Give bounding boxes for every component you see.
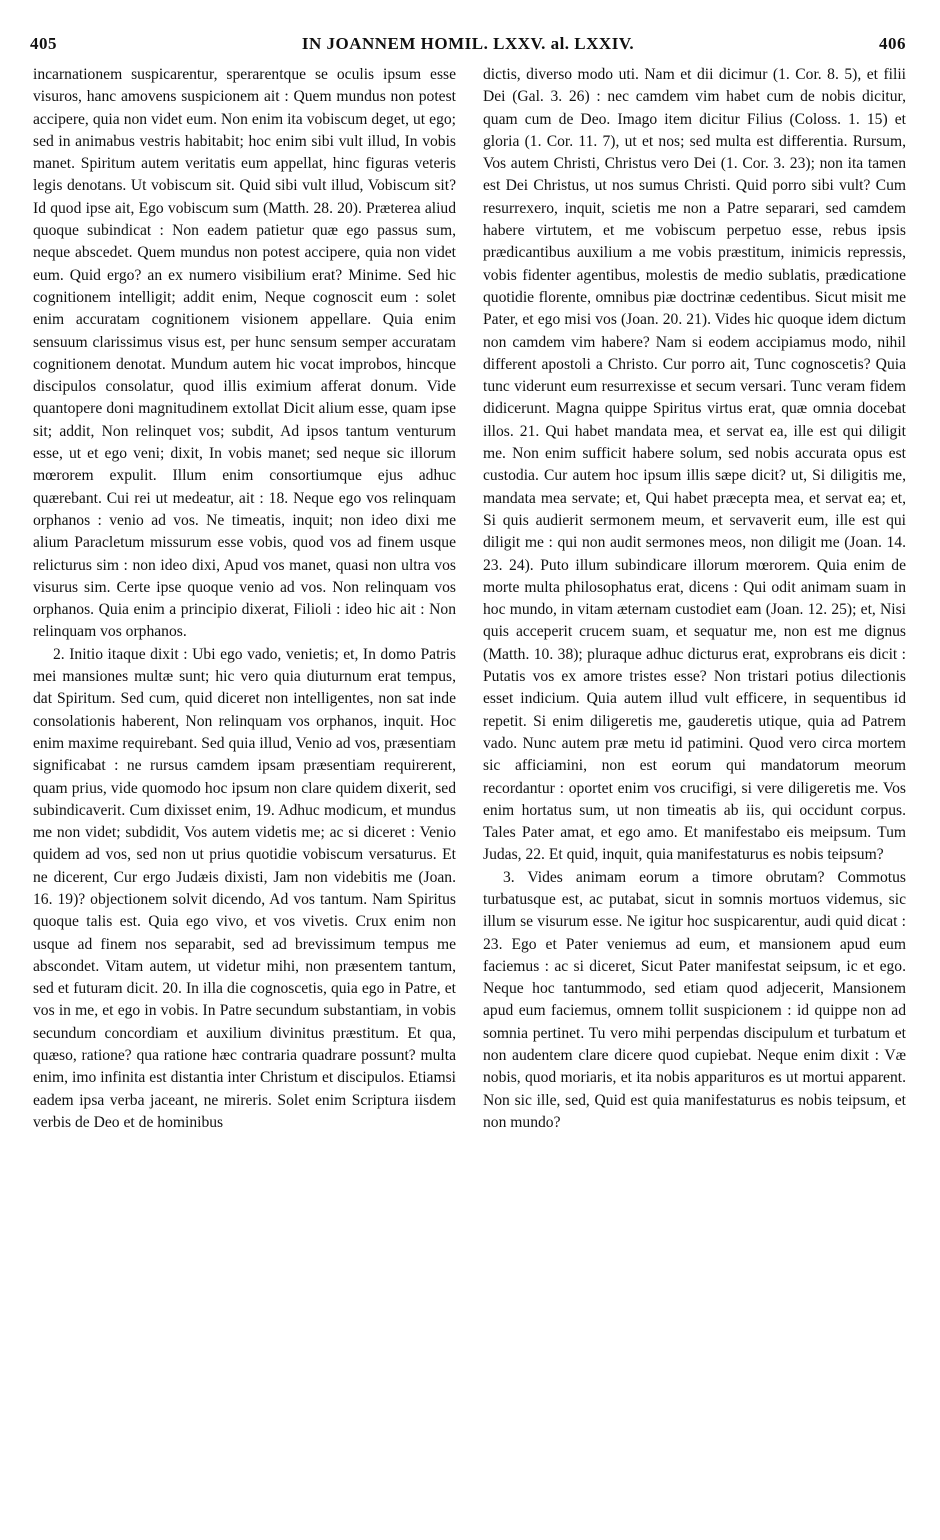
right-paragraph-2: 3. Vides animam eorum a timore obrutam? Commotus turbatusque est, ac putabat, sicut in somnis mortuos videmus, sic illum se visurum esse. Ne igitur hoc suspicarentur, audi quid dicat : 23. Ego et Pater veniemus ad eum, et mansionem apud eum faciemus : ac si diceret, Sicut Pater manifestat seipsum, ic et ego. Neque hoc tantummodo, sed etiam quod adjecerit, Mansionem apud eum faciemus, omnem tollit suspicionem : id quippe non ad somnia pertinet. Tu vero mihi perpendas discipulum et turbatum et non audentem clare dicere quod cupiebat. Neque enim dixit : Væ nobis, quod moriaris, et ita nobis apparituros es ut mortui apparent. Non sic ille, sed, Quid est quia manifestaturus es nobis teipsum, et non mundo? [483, 868, 906, 1131]
page-number-right: 406 [879, 34, 906, 53]
page-number-left: 405 [30, 34, 57, 53]
running-header [30, 34, 906, 60]
right-column [483, 64, 906, 1134]
left-column [33, 64, 456, 1134]
left-paragraph-2: 2. Initio itaque dixit : Ubi ego vado, venietis; et, In domo Patris mei mansiones multæ sunt; hic vero quia diuturnum erat tempus, dat Spiritum. Sed cum, quid diceret non intelligentes, non sat inde consolationis haberent, Non relinquam vos orphanos, inquit. Hoc enim maxime requirebant. Sed quia illud, Venio ad vos, præsentiam significabat : ne rursus camdem ipsam præsentiam requirerent, quam prius, vide quomodo hoc ipsum non clare quidem dixerit, sed subindicaverit. Cum dixisset enim, 19. Adhuc modicum, et mundus me non videt; subdidit, Vos autem videtis me; ac si diceret : Venio quidem ad vos, sed non ut prius quotidie vobiscum versaturus. Et ne dicerent, Cur ergo Judæis dixisti, Jam non videbitis me (Joan. 16. 19)? objectionem solvit dicendo, Ad vos tantum. Nam Spiritus quoque talis est. Quia ego vivo, et vos vivetis. Crux enim non usque ad finem nos separabit, sed ad brevissimum tempus me abscondet. Vitam autem, ut videtur mihi, non præsentem tantum, sed et futuram dicit. 20. In illa die cognoscetis, quia ego in Patre, et vos in me, et ego in vobis. In Patre secundum substantiam, in vobis secundum concordiam et auxilium divinitus præstitum. Et qua, quæso, ratione? qua ratione hæc contraria quadrare possunt? multa enim, imo infinita est distantia inter Christum et discipulos. Etiamsi eadem ipsa verba jaceant, ne mireris. Solet enim Scriptura iisdem verbis de Deo et de hominibus [33, 645, 456, 1131]
left-paragraph-1: incarnationem suspicarentur, sperarentque se oculis ipsum esse visuros, hanc amovens suspicionem ait : Quem mundus non potest accipere, quia non videt eum. Non enim ita vobiscum deget, ut ego; sed in animabus vestris habitabit; hoc enim sibi vult illud, In vobis manet. Spiritum autem veritatis eum appellat, hinc figuras veteris legis denotans. Ut vobiscum sit. Quid sibi vult illud, Vobiscum sit? Id quod ipse ait, Ego vobiscum sum (Matth. 28. 20). Præterea aliud quoque subindicat : Non eadem patietur quæ ego passus sum, neque abscedet. Quem mundus non potest accipere, quia non videt eum. Quid ergo? an ex numero visibilium erat? Minime. Sed hic cognitionem intelligit; addit enim, Neque cognoscit eum : solet enim accuratam cognitionem visionem appellare. Quia enim sensuum clarissimus visus est, per hunc sensum semper accuratam cognitionem denotat. Mundum autem hic vocat improbos, hincque discipulos consolatur, quod illis eximium afferat donum. Vide quantopere doni magnitudinem extollat Dicit alium esse, quam ipse sit; addit, Non relinquet vos; subdit, Ad ipsos tantum venturum esse, ut et ego veni; dixit, In vobis manet; sed neque sic illorum mœrorem expulit. Illum enim consortiumque ejus adhuc quærebant. Cui rei ut medeatur, ait : 18. Neque ego vos relinquam orphanos : venio ad vos. Ne timeatis, inquit; non ideo dixi me alium Paracletum missurum esse vobis, quod vos ad finem usque relicturus sim : non ideo dixi, Apud vos manet, quasi non ultra vos visurus sim. Certe ipse quoque venio ad vos. Non relinquam vos orphanos. Quia enim a principio dixerat, Filioli : ideo hic ait : Non relinquam vos orphanos. [33, 66, 456, 641]
running-head-title: IN JOANNEM HOMIL. LXXV. al. LXXIV. [301, 34, 635, 53]
right-paragraph-1: dictis, diverso modo uti. Nam et dii dicimur (1. Cor. 8. 5), et filii Dei (Gal. 3. 26) : nec camdem vim habet cum de nobis dicitur, quam cum de Deo. Imago item dicitur Filius (Coloss. 1. 15) et gloria (1. Cor. 11. 7), ut et nos; sed multa est differentia. Rursum, Vos autem Christi, Christus vero Dei (1. Cor. 3. 23); non ita tamen est Dei Christus, ut nos sumus Christi. Quid porro sibi vult? Cum resurrexero, inquit, scietis me non a Patre separari, sed camdem habere virtutem, et me vobiscum perpetuo esse, rebus ipsis prædicantibus auxilium a me vobis præstitum, inimicis repressis, vobis fidenter agentibus, molestis de medio sublatis, prædicatione quotidie florente, omnibus piæ doctrinæ cedentibus. Sicut misit me Pater, et ego misi vos (Joan. 20. 21). Vides hic quoque idem dictum non camdem vim habere? Nam si eodem accipiamus modo, nihil different apostoli a Christo. Cur porro ait, Tunc cognoscetis? Quia tunc viderunt eum resurrexisse et secum versari. Tunc veram fidem didicerunt. Magna quippe Spiritus virtus erat, quæ omnia docebat illos. 21. Qui habet mandata mea, et servat ea, ille est qui diligit me. Non enim sufficit habere solum, sed nobis accurata opus est custodia. Cur autem hoc ipsum illis sæpe dicit? ut, Si diligitis me, mandata mea servate; et, Qui habet præcepta mea, et servat ea; et, Si quis audierit sermonem meum, et servaverit eum, ille est qui diligit me : qui non audit sermones meos, non diligit me (Joan. 14. 23. 24). Puto illum subindicare illorum mœrorem. Quia enim de morte multa philosophatus erat, dicens : Qui odit animam suam in hoc mundo, in vitam æternam custodiet eam (Joan. 12. 25); et, Nisi quis acceperit crucem suam, et sequatur me, non est me dignus (Matth. 10. 38); pluraque adhuc dicturus erat, exprobrans eis dicit : Putatis vos ex amore tristes esse? Non tristari potius dilectionis esset indicium. Quia autem illud vult efficere, in sequentibus id repetit. Si enim diligeretis me, gauderetis utique, quia ad Patrem vado. Nunc autem præ metu id patimini. Quod vero circa mortem sic afficiamini, non est eorum qui mandatorum meorum recordantur : oportet enim vos crucifigi, si vere diligeretis me. Vos enim hortatus sum, ut non timeatis ab iis, qui occidunt corpus. Tales Pater amat, et ego amo. Et manifestabo eis meipsum. Tum Judas, 22. Et quid, inquit, quia manifestaturus es nobis teipsum? [483, 66, 906, 864]
